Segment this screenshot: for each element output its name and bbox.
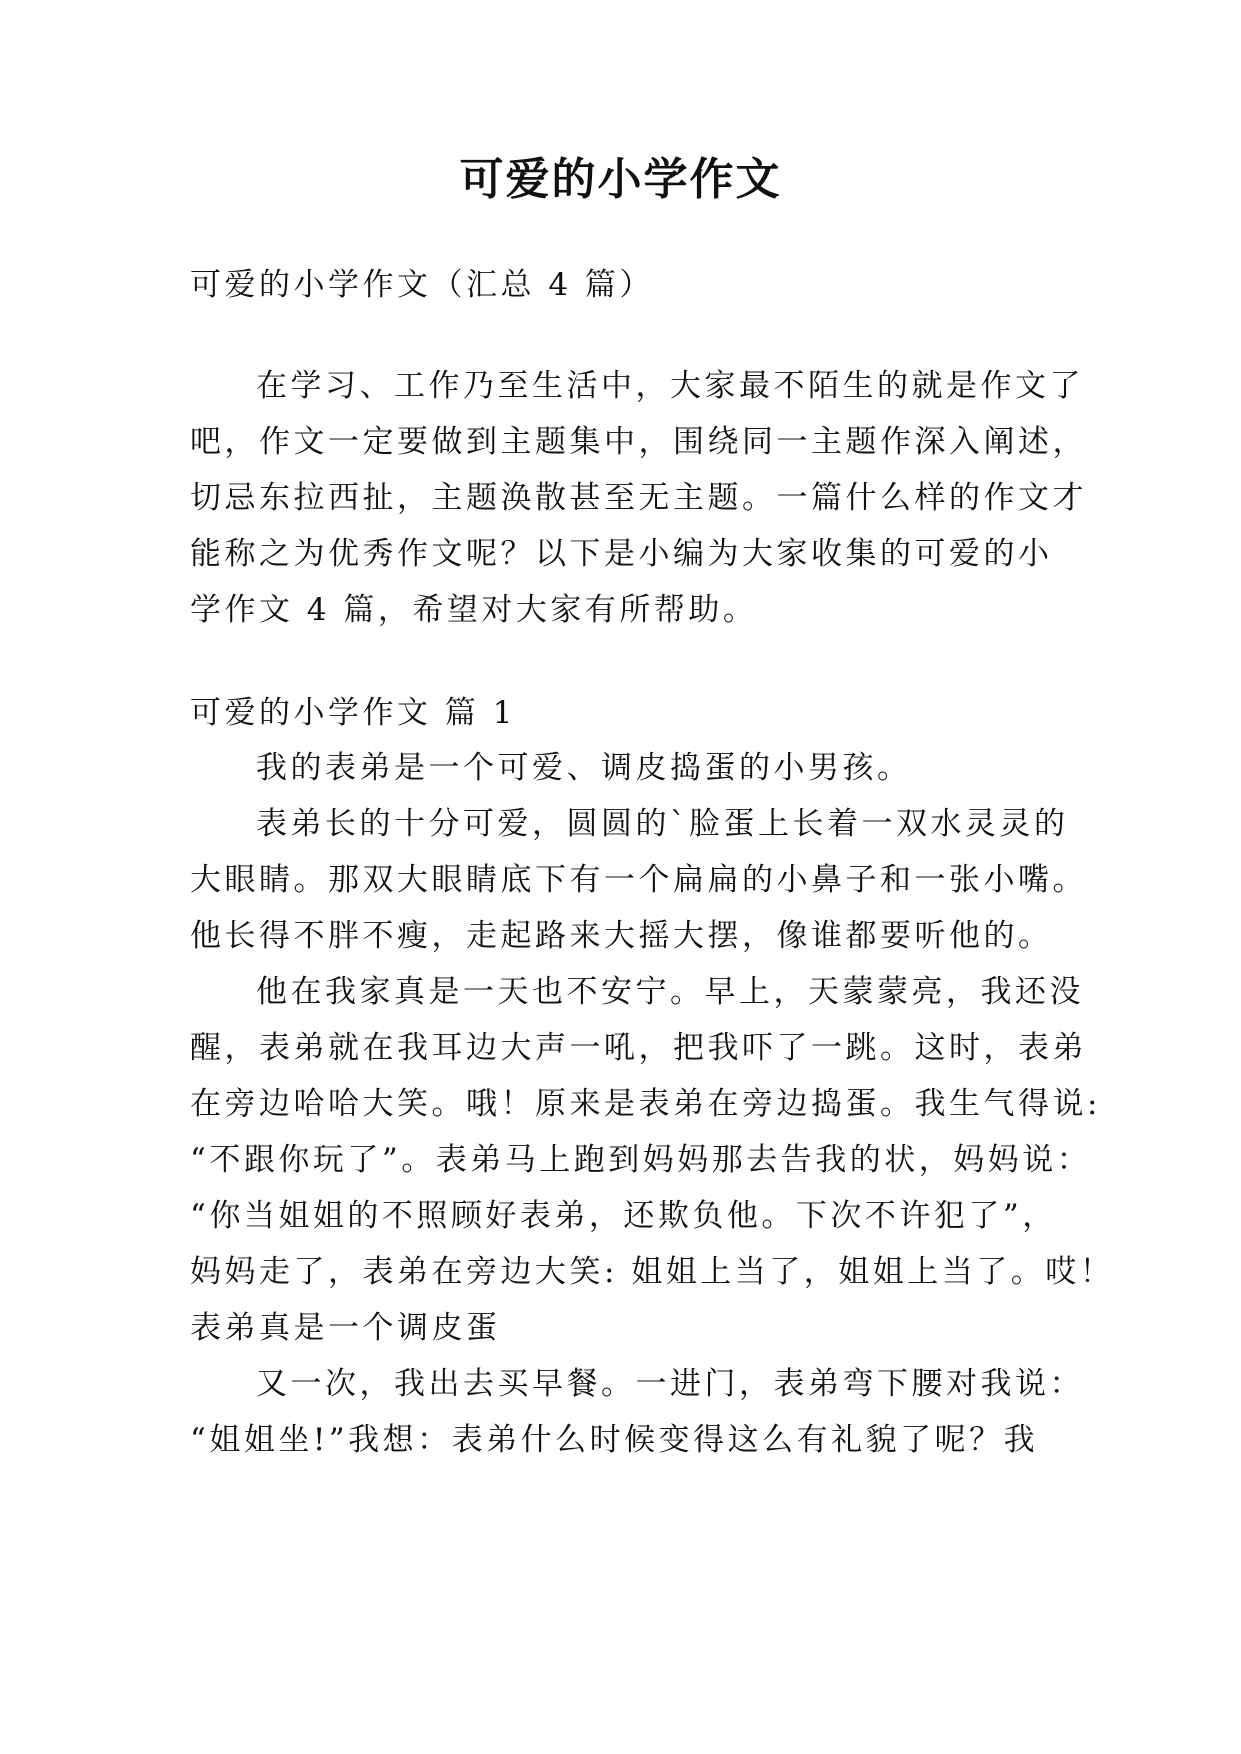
body-line: 醒，表弟就在我耳边大声一吼，把我吓了一跳。这时，表弟 bbox=[190, 1030, 1087, 1066]
body-line: 他长得不胖不瘦，走起路来大摇大摆，像谁都要听他的。 bbox=[190, 918, 1053, 954]
intro-line: 学作文 4 篇，希望对大家有所帮助。 bbox=[190, 592, 758, 628]
intro-line: 在学习、工作乃至生活中，大家最不陌生的就是作文了 bbox=[256, 368, 1084, 404]
body-line: “不跟你玩了”。表弟马上跑到妈妈那去告我的状，妈妈说： bbox=[190, 1142, 1092, 1178]
document-title: 可爱的小学作文 bbox=[459, 154, 782, 205]
body-line: 他在我家真是一天也不安宁。早上，天蒙蒙亮，我还没 bbox=[256, 974, 1084, 1010]
body-line: “姐姐坐!”我想：表弟什么时候变得这么有礼貌了呢？我 bbox=[190, 1422, 1039, 1458]
body-line: 大眼睛。那双大眼睛底下有一个扁扁的小鼻子和一张小嘴。 bbox=[190, 862, 1087, 898]
intro-line: 吧，作文一定要做到主题集中，围绕同一主题作深入阐述， bbox=[190, 424, 1087, 460]
intro-line: 能称之为优秀作文呢？以下是小编为大家收集的可爱的小 bbox=[190, 536, 1053, 572]
document-subtitle: 可爱的小学作文（汇总 4 篇） bbox=[190, 267, 654, 303]
body-line: 表弟真是一个调皮蛋 bbox=[190, 1310, 501, 1346]
body-line: 妈妈走了，表弟在旁边大笑: 姐姐上当了，姐姐上当了。哎！ bbox=[190, 1254, 1115, 1290]
body-line: “你当姐姐的不照顾好表弟，还欺负他。下次不许犯了”， bbox=[190, 1198, 1057, 1234]
section-heading: 可爱的小学作文 篇 1 bbox=[190, 695, 516, 731]
body-line: 在旁边哈哈大笑。哦！原来是表弟在旁边捣蛋。我生气得说: bbox=[190, 1086, 1101, 1122]
body-line: 表弟长的十分可爱，圆圆的`脸蛋上长着一双水灵灵的 bbox=[256, 806, 1069, 842]
intro-line: 切忌东拉西扯，主题涣散甚至无主题。一篇什么样的作文才 bbox=[190, 480, 1087, 516]
body-line: 我的表弟是一个可爱、调皮捣蛋的小男孩。 bbox=[256, 750, 912, 786]
body-line: 又一次，我出去买早餐。一进门，表弟弯下腰对我说： bbox=[256, 1366, 1084, 1402]
